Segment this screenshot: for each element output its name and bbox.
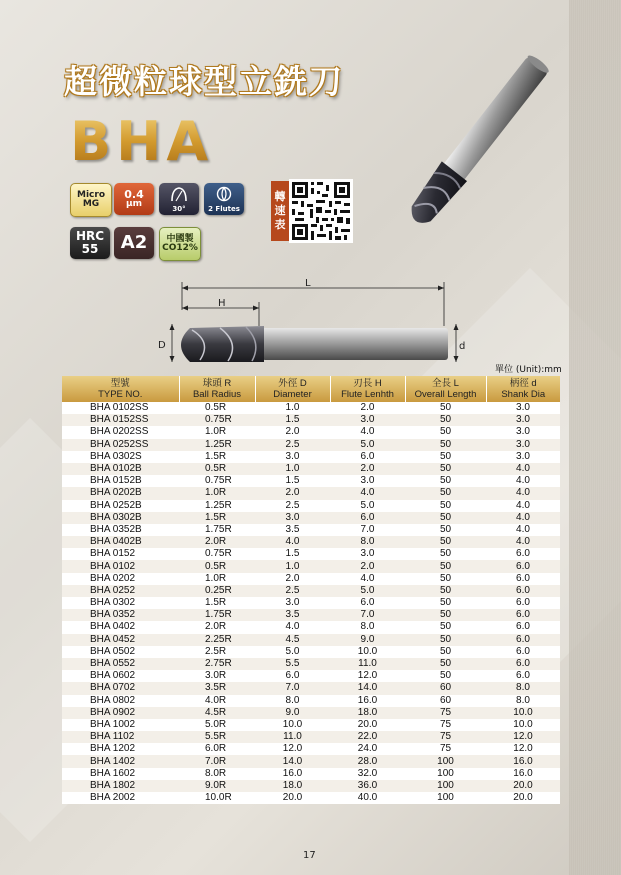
- table-row: [62, 682, 560, 694]
- cell-diameter: 5.0: [255, 646, 330, 658]
- dim-label-H: H: [218, 298, 226, 309]
- cell-ball-radius: 6.0R: [179, 743, 255, 755]
- column-header-en: Shank Dia: [501, 389, 546, 400]
- cell-overall-length: 60: [405, 695, 486, 707]
- badge-flutes-label: 2 Flutes: [208, 204, 240, 213]
- column-header-en: Flute Lenhth: [341, 389, 394, 400]
- cell-diameter: 1.0: [255, 560, 330, 572]
- cell-shank-dia: 10.0: [486, 719, 560, 731]
- table-row: [62, 500, 560, 512]
- cell-ball-radius: 5.0R: [179, 719, 255, 731]
- cell-flute-length: 14.0: [330, 682, 405, 694]
- cell-type-no: BHA 1602: [62, 768, 179, 780]
- column-header: [255, 376, 330, 402]
- column-header-cn: 柄徑 d: [509, 378, 537, 389]
- cell-diameter: 2.0: [255, 426, 330, 438]
- cell-shank-dia: 6.0: [486, 548, 560, 560]
- cell-diameter: 18.0: [255, 780, 330, 792]
- table-header-row: [62, 376, 560, 402]
- table-row: [62, 451, 560, 463]
- cell-type-no: BHA 0202: [62, 573, 179, 585]
- cell-type-no: BHA 0402: [62, 621, 179, 633]
- cell-shank-dia: 4.0: [486, 487, 560, 499]
- cell-ball-radius: 0.75R: [179, 548, 255, 560]
- cell-type-no: BHA 0152SS: [62, 414, 179, 426]
- badge-grain-size: [114, 183, 154, 215]
- cell-type-no: BHA 1402: [62, 755, 179, 767]
- cell-diameter: 6.0: [255, 670, 330, 682]
- cell-diameter: 4.0: [255, 621, 330, 633]
- cell-overall-length: 50: [405, 658, 486, 670]
- cell-overall-length: 50: [405, 512, 486, 524]
- cell-type-no: BHA 0302S: [62, 451, 179, 463]
- table-row: [62, 670, 560, 682]
- table-row: [62, 573, 560, 585]
- cell-overall-length: 100: [405, 755, 486, 767]
- cell-shank-dia: 6.0: [486, 560, 560, 572]
- cell-ball-radius: 1.75R: [179, 524, 255, 536]
- cell-type-no: BHA 0202SS: [62, 426, 179, 438]
- cell-overall-length: 50: [405, 500, 486, 512]
- cell-flute-length: 5.0: [330, 585, 405, 597]
- table-row: [62, 402, 560, 414]
- table-row: [62, 487, 560, 499]
- cell-ball-radius: 2.25R: [179, 634, 255, 646]
- cell-ball-radius: 1.25R: [179, 500, 255, 512]
- cell-flute-length: 2.0: [330, 560, 405, 572]
- cell-diameter: 12.0: [255, 743, 330, 755]
- column-header: [486, 376, 560, 402]
- table-row: [62, 597, 560, 609]
- qr-code-graphic: [289, 179, 353, 243]
- cell-shank-dia: 8.0: [486, 682, 560, 694]
- page-number: 17: [303, 850, 316, 861]
- cell-type-no: BHA 1002: [62, 719, 179, 731]
- badge-micro-grain: [70, 183, 112, 217]
- cell-shank-dia: 6.0: [486, 573, 560, 585]
- cell-flute-length: 6.0: [330, 512, 405, 524]
- cell-diameter: 1.5: [255, 475, 330, 487]
- cell-shank-dia: 10.0: [486, 707, 560, 719]
- cell-diameter: 5.5: [255, 658, 330, 670]
- background-strip: [569, 0, 621, 875]
- badge-made-line1: 中國製: [166, 233, 194, 244]
- cell-flute-length: 7.0: [330, 609, 405, 621]
- cell-shank-dia: 6.0: [486, 634, 560, 646]
- end-mill-diagram: [150, 276, 470, 368]
- cell-diameter: 1.5: [255, 414, 330, 426]
- badge-helix-label: 30°: [172, 204, 186, 213]
- cell-ball-radius: 2.75R: [179, 658, 255, 670]
- table-row: [62, 792, 560, 804]
- cell-flute-length: 36.0: [330, 780, 405, 792]
- cell-flute-length: 8.0: [330, 621, 405, 633]
- cell-diameter: 11.0: [255, 731, 330, 743]
- cell-flute-length: 32.0: [330, 768, 405, 780]
- qr-code-icon[interactable]: [289, 179, 353, 243]
- cell-ball-radius: 1.5R: [179, 512, 255, 524]
- table-row: [62, 780, 560, 792]
- cell-shank-dia: 6.0: [486, 609, 560, 621]
- cell-overall-length: 50: [405, 439, 486, 451]
- cell-shank-dia: 6.0: [486, 658, 560, 670]
- cell-ball-radius: 9.0R: [179, 780, 255, 792]
- cell-type-no: BHA 0102SS: [62, 402, 179, 414]
- cell-overall-length: 75: [405, 707, 486, 719]
- cell-shank-dia: 16.0: [486, 755, 560, 767]
- cell-ball-radius: 1.5R: [179, 597, 255, 609]
- cell-diameter: 1.5: [255, 548, 330, 560]
- cell-shank-dia: 4.0: [486, 524, 560, 536]
- flutes-icon: [214, 186, 234, 202]
- cell-type-no: BHA 1202: [62, 743, 179, 755]
- cell-type-no: BHA 0352B: [62, 524, 179, 536]
- cell-diameter: 2.5: [255, 585, 330, 597]
- cell-type-no: BHA 2002: [62, 792, 179, 804]
- cell-flute-length: 9.0: [330, 634, 405, 646]
- column-header-cn: 全長 L: [432, 378, 459, 389]
- table-row: [62, 743, 560, 755]
- cell-diameter: 3.5: [255, 609, 330, 621]
- cell-shank-dia: 6.0: [486, 585, 560, 597]
- table-row: [62, 475, 560, 487]
- unit-label: 單位 (Unit):mm: [495, 365, 562, 375]
- column-header-cn: 外徑 D: [278, 378, 307, 389]
- cell-shank-dia: 16.0: [486, 768, 560, 780]
- column-header: [62, 376, 179, 402]
- cell-shank-dia: 4.0: [486, 512, 560, 524]
- dim-label-L: L: [305, 278, 311, 289]
- cell-diameter: 9.0: [255, 707, 330, 719]
- badge-made-line2: CO12%: [162, 243, 198, 253]
- cell-flute-length: 18.0: [330, 707, 405, 719]
- column-header-cn: 刃長 H: [353, 378, 382, 389]
- cell-flute-length: 3.0: [330, 414, 405, 426]
- cell-shank-dia: 12.0: [486, 731, 560, 743]
- cell-ball-radius: 1.0R: [179, 487, 255, 499]
- cell-diameter: 2.0: [255, 487, 330, 499]
- cell-ball-radius: 1.75R: [179, 609, 255, 621]
- table-row: [62, 536, 560, 548]
- column-header-en: TYPE NO.: [98, 389, 143, 400]
- table-row: [62, 707, 560, 719]
- cell-flute-length: 6.0: [330, 597, 405, 609]
- cell-shank-dia: 4.0: [486, 536, 560, 548]
- cell-shank-dia: 3.0: [486, 402, 560, 414]
- qr-label-char: 速: [274, 204, 286, 218]
- cell-ball-radius: 0.75R: [179, 414, 255, 426]
- cell-ball-radius: 0.5R: [179, 402, 255, 414]
- cell-flute-length: 4.0: [330, 573, 405, 585]
- cell-shank-dia: 4.0: [486, 475, 560, 487]
- cell-diameter: 2.5: [255, 500, 330, 512]
- cell-diameter: 2.5: [255, 439, 330, 451]
- cell-overall-length: 50: [405, 573, 486, 585]
- cell-ball-radius: 3.0R: [179, 670, 255, 682]
- cell-type-no: BHA 0102: [62, 560, 179, 572]
- cell-ball-radius: 10.0R: [179, 792, 255, 804]
- table-row: [62, 755, 560, 767]
- badge-helix-angle: [159, 183, 199, 215]
- cell-flute-length: 12.0: [330, 670, 405, 682]
- badge-made-in: [159, 227, 201, 261]
- cell-overall-length: 50: [405, 621, 486, 633]
- table-row: [62, 548, 560, 560]
- cell-overall-length: 50: [405, 475, 486, 487]
- cell-flute-length: 10.0: [330, 646, 405, 658]
- table-row: [62, 695, 560, 707]
- qr-label-char: 表: [274, 217, 286, 231]
- badge-micro-line2: MG: [82, 199, 100, 209]
- cell-ball-radius: 3.5R: [179, 682, 255, 694]
- cell-diameter: 10.0: [255, 719, 330, 731]
- cell-type-no: BHA 0252B: [62, 500, 179, 512]
- cell-type-no: BHA 0452: [62, 634, 179, 646]
- cell-type-no: BHA 0252: [62, 585, 179, 597]
- cell-overall-length: 100: [405, 780, 486, 792]
- table-row: [62, 439, 560, 451]
- badge-grain-line2: μm: [125, 199, 142, 210]
- cell-ball-radius: 8.0R: [179, 768, 255, 780]
- cell-overall-length: 50: [405, 609, 486, 621]
- cell-shank-dia: 6.0: [486, 646, 560, 658]
- cell-type-no: BHA 0152: [62, 548, 179, 560]
- cell-overall-length: 50: [405, 524, 486, 536]
- cell-type-no: BHA 1102: [62, 731, 179, 743]
- cell-shank-dia: 20.0: [486, 780, 560, 792]
- column-header-cn: 球頭 R: [202, 378, 232, 389]
- cell-flute-length: 40.0: [330, 792, 405, 804]
- dim-label-D: D: [158, 340, 166, 351]
- badge-coating-label: A2: [120, 231, 148, 253]
- cell-shank-dia: 4.0: [486, 500, 560, 512]
- cell-overall-length: 50: [405, 585, 486, 597]
- cell-diameter: 4.0: [255, 536, 330, 548]
- badge-grain-line1: 0.4: [124, 187, 144, 201]
- cell-overall-length: 50: [405, 414, 486, 426]
- cell-type-no: BHA 0502: [62, 646, 179, 658]
- cell-shank-dia: 12.0: [486, 743, 560, 755]
- cell-diameter: 3.0: [255, 597, 330, 609]
- cell-type-no: BHA 0302: [62, 597, 179, 609]
- cell-ball-radius: 4.0R: [179, 695, 255, 707]
- cell-overall-length: 50: [405, 487, 486, 499]
- column-header-en: Overall Length: [414, 389, 477, 400]
- table-row: [62, 621, 560, 633]
- cell-ball-radius: 2.5R: [179, 646, 255, 658]
- cell-type-no: BHA 0552: [62, 658, 179, 670]
- table-row: [62, 719, 560, 731]
- cell-flute-length: 3.0: [330, 548, 405, 560]
- cell-type-no: BHA 0802: [62, 695, 179, 707]
- cell-flute-length: 16.0: [330, 695, 405, 707]
- cell-diameter: 2.0: [255, 573, 330, 585]
- cell-diameter: 16.0: [255, 768, 330, 780]
- cell-overall-length: 75: [405, 719, 486, 731]
- cell-ball-radius: 0.25R: [179, 585, 255, 597]
- cell-type-no: BHA 0702: [62, 682, 179, 694]
- cell-type-no: BHA 0402B: [62, 536, 179, 548]
- table-row: [62, 426, 560, 438]
- cell-shank-dia: 6.0: [486, 670, 560, 682]
- cell-overall-length: 50: [405, 463, 486, 475]
- page-title: 超微粒球型立銑刀: [64, 62, 344, 101]
- cell-ball-radius: 1.5R: [179, 451, 255, 463]
- cell-flute-length: 24.0: [330, 743, 405, 755]
- cell-ball-radius: 0.5R: [179, 463, 255, 475]
- cell-diameter: 14.0: [255, 755, 330, 767]
- cell-diameter: 1.0: [255, 402, 330, 414]
- cell-overall-length: 60: [405, 682, 486, 694]
- cell-flute-length: 2.0: [330, 402, 405, 414]
- cell-type-no: BHA 0252SS: [62, 439, 179, 451]
- cell-overall-length: 75: [405, 731, 486, 743]
- badge-hrc-line1: HRC: [75, 229, 105, 244]
- cell-type-no: BHA 1802: [62, 780, 179, 792]
- badge-coating: [114, 227, 154, 259]
- table-row: [62, 414, 560, 426]
- cell-ball-radius: 1.25R: [179, 439, 255, 451]
- cell-shank-dia: 3.0: [486, 426, 560, 438]
- column-header-cn: 型號: [110, 378, 130, 389]
- cell-shank-dia: 3.0: [486, 414, 560, 426]
- table-row: [62, 524, 560, 536]
- helix-icon: [169, 186, 189, 202]
- cell-overall-length: 100: [405, 792, 486, 804]
- cell-flute-length: 4.0: [330, 487, 405, 499]
- cell-diameter: 20.0: [255, 792, 330, 804]
- table-row: [62, 609, 560, 621]
- column-header: [330, 376, 405, 402]
- cell-overall-length: 50: [405, 670, 486, 682]
- cell-type-no: BHA 0302B: [62, 512, 179, 524]
- cell-ball-radius: 5.5R: [179, 731, 255, 743]
- cell-flute-length: 8.0: [330, 536, 405, 548]
- cell-type-no: BHA 0152B: [62, 475, 179, 487]
- badge-hardness: [70, 227, 110, 259]
- spec-table: [62, 376, 560, 804]
- cell-flute-length: 20.0: [330, 719, 405, 731]
- cell-flute-length: 11.0: [330, 658, 405, 670]
- cell-ball-radius: 0.5R: [179, 560, 255, 572]
- cell-diameter: 3.0: [255, 451, 330, 463]
- cell-diameter: 1.0: [255, 463, 330, 475]
- cell-overall-length: 50: [405, 634, 486, 646]
- table-row: [62, 634, 560, 646]
- column-header: [179, 376, 255, 402]
- qr-label-char: 轉: [274, 190, 286, 204]
- cell-type-no: BHA 0102B: [62, 463, 179, 475]
- cell-overall-length: 50: [405, 560, 486, 572]
- column-header-en: Diameter: [273, 389, 312, 400]
- table-row: [62, 658, 560, 670]
- cell-shank-dia: 6.0: [486, 597, 560, 609]
- cell-shank-dia: 4.0: [486, 463, 560, 475]
- table-row: [62, 731, 560, 743]
- cell-ball-radius: 2.0R: [179, 536, 255, 548]
- series-code: BHA: [70, 110, 214, 173]
- cell-overall-length: 50: [405, 646, 486, 658]
- qr-label: [271, 181, 289, 241]
- cell-shank-dia: 3.0: [486, 439, 560, 451]
- dim-label-d: d: [459, 341, 466, 352]
- cell-flute-length: 2.0: [330, 463, 405, 475]
- cell-shank-dia: 8.0: [486, 695, 560, 707]
- cell-flute-length: 22.0: [330, 731, 405, 743]
- cell-flute-length: 6.0: [330, 451, 405, 463]
- cell-flute-length: 7.0: [330, 524, 405, 536]
- cell-flute-length: 4.0: [330, 426, 405, 438]
- cell-ball-radius: 2.0R: [179, 621, 255, 633]
- column-header-en: Ball Radius: [192, 389, 242, 400]
- cell-diameter: 4.5: [255, 634, 330, 646]
- cell-overall-length: 50: [405, 536, 486, 548]
- cell-flute-length: 5.0: [330, 500, 405, 512]
- column-header: [405, 376, 486, 402]
- cell-overall-length: 50: [405, 402, 486, 414]
- cell-type-no: BHA 0902: [62, 707, 179, 719]
- badge-micro-line1: Micro: [77, 189, 105, 200]
- cell-ball-radius: 0.75R: [179, 475, 255, 487]
- cell-shank-dia: 20.0: [486, 792, 560, 804]
- cell-diameter: 3.0: [255, 512, 330, 524]
- cell-diameter: 7.0: [255, 682, 330, 694]
- cell-flute-length: 5.0: [330, 439, 405, 451]
- table-row: [62, 463, 560, 475]
- end-mill-photo: [372, 52, 572, 252]
- cell-overall-length: 75: [405, 743, 486, 755]
- cell-diameter: 3.5: [255, 524, 330, 536]
- cell-ball-radius: 7.0R: [179, 755, 255, 767]
- badge-hrc-line2: 55: [81, 242, 99, 256]
- badge-flutes: [204, 183, 244, 215]
- table-row: [62, 646, 560, 658]
- cell-diameter: 8.0: [255, 695, 330, 707]
- table-row: [62, 560, 560, 572]
- cell-type-no: BHA 0202B: [62, 487, 179, 499]
- table-row: [62, 768, 560, 780]
- cell-flute-length: 3.0: [330, 475, 405, 487]
- cell-overall-length: 50: [405, 597, 486, 609]
- table-row: [62, 512, 560, 524]
- cell-ball-radius: 1.0R: [179, 426, 255, 438]
- cell-ball-radius: 1.0R: [179, 573, 255, 585]
- cell-overall-length: 50: [405, 548, 486, 560]
- cell-overall-length: 50: [405, 426, 486, 438]
- cell-type-no: BHA 0352: [62, 609, 179, 621]
- cell-ball-radius: 4.5R: [179, 707, 255, 719]
- cell-type-no: BHA 0602: [62, 670, 179, 682]
- cell-shank-dia: 6.0: [486, 621, 560, 633]
- cell-overall-length: 100: [405, 768, 486, 780]
- table-row: [62, 585, 560, 597]
- cell-shank-dia: 3.0: [486, 451, 560, 463]
- cell-overall-length: 50: [405, 451, 486, 463]
- cell-flute-length: 28.0: [330, 755, 405, 767]
